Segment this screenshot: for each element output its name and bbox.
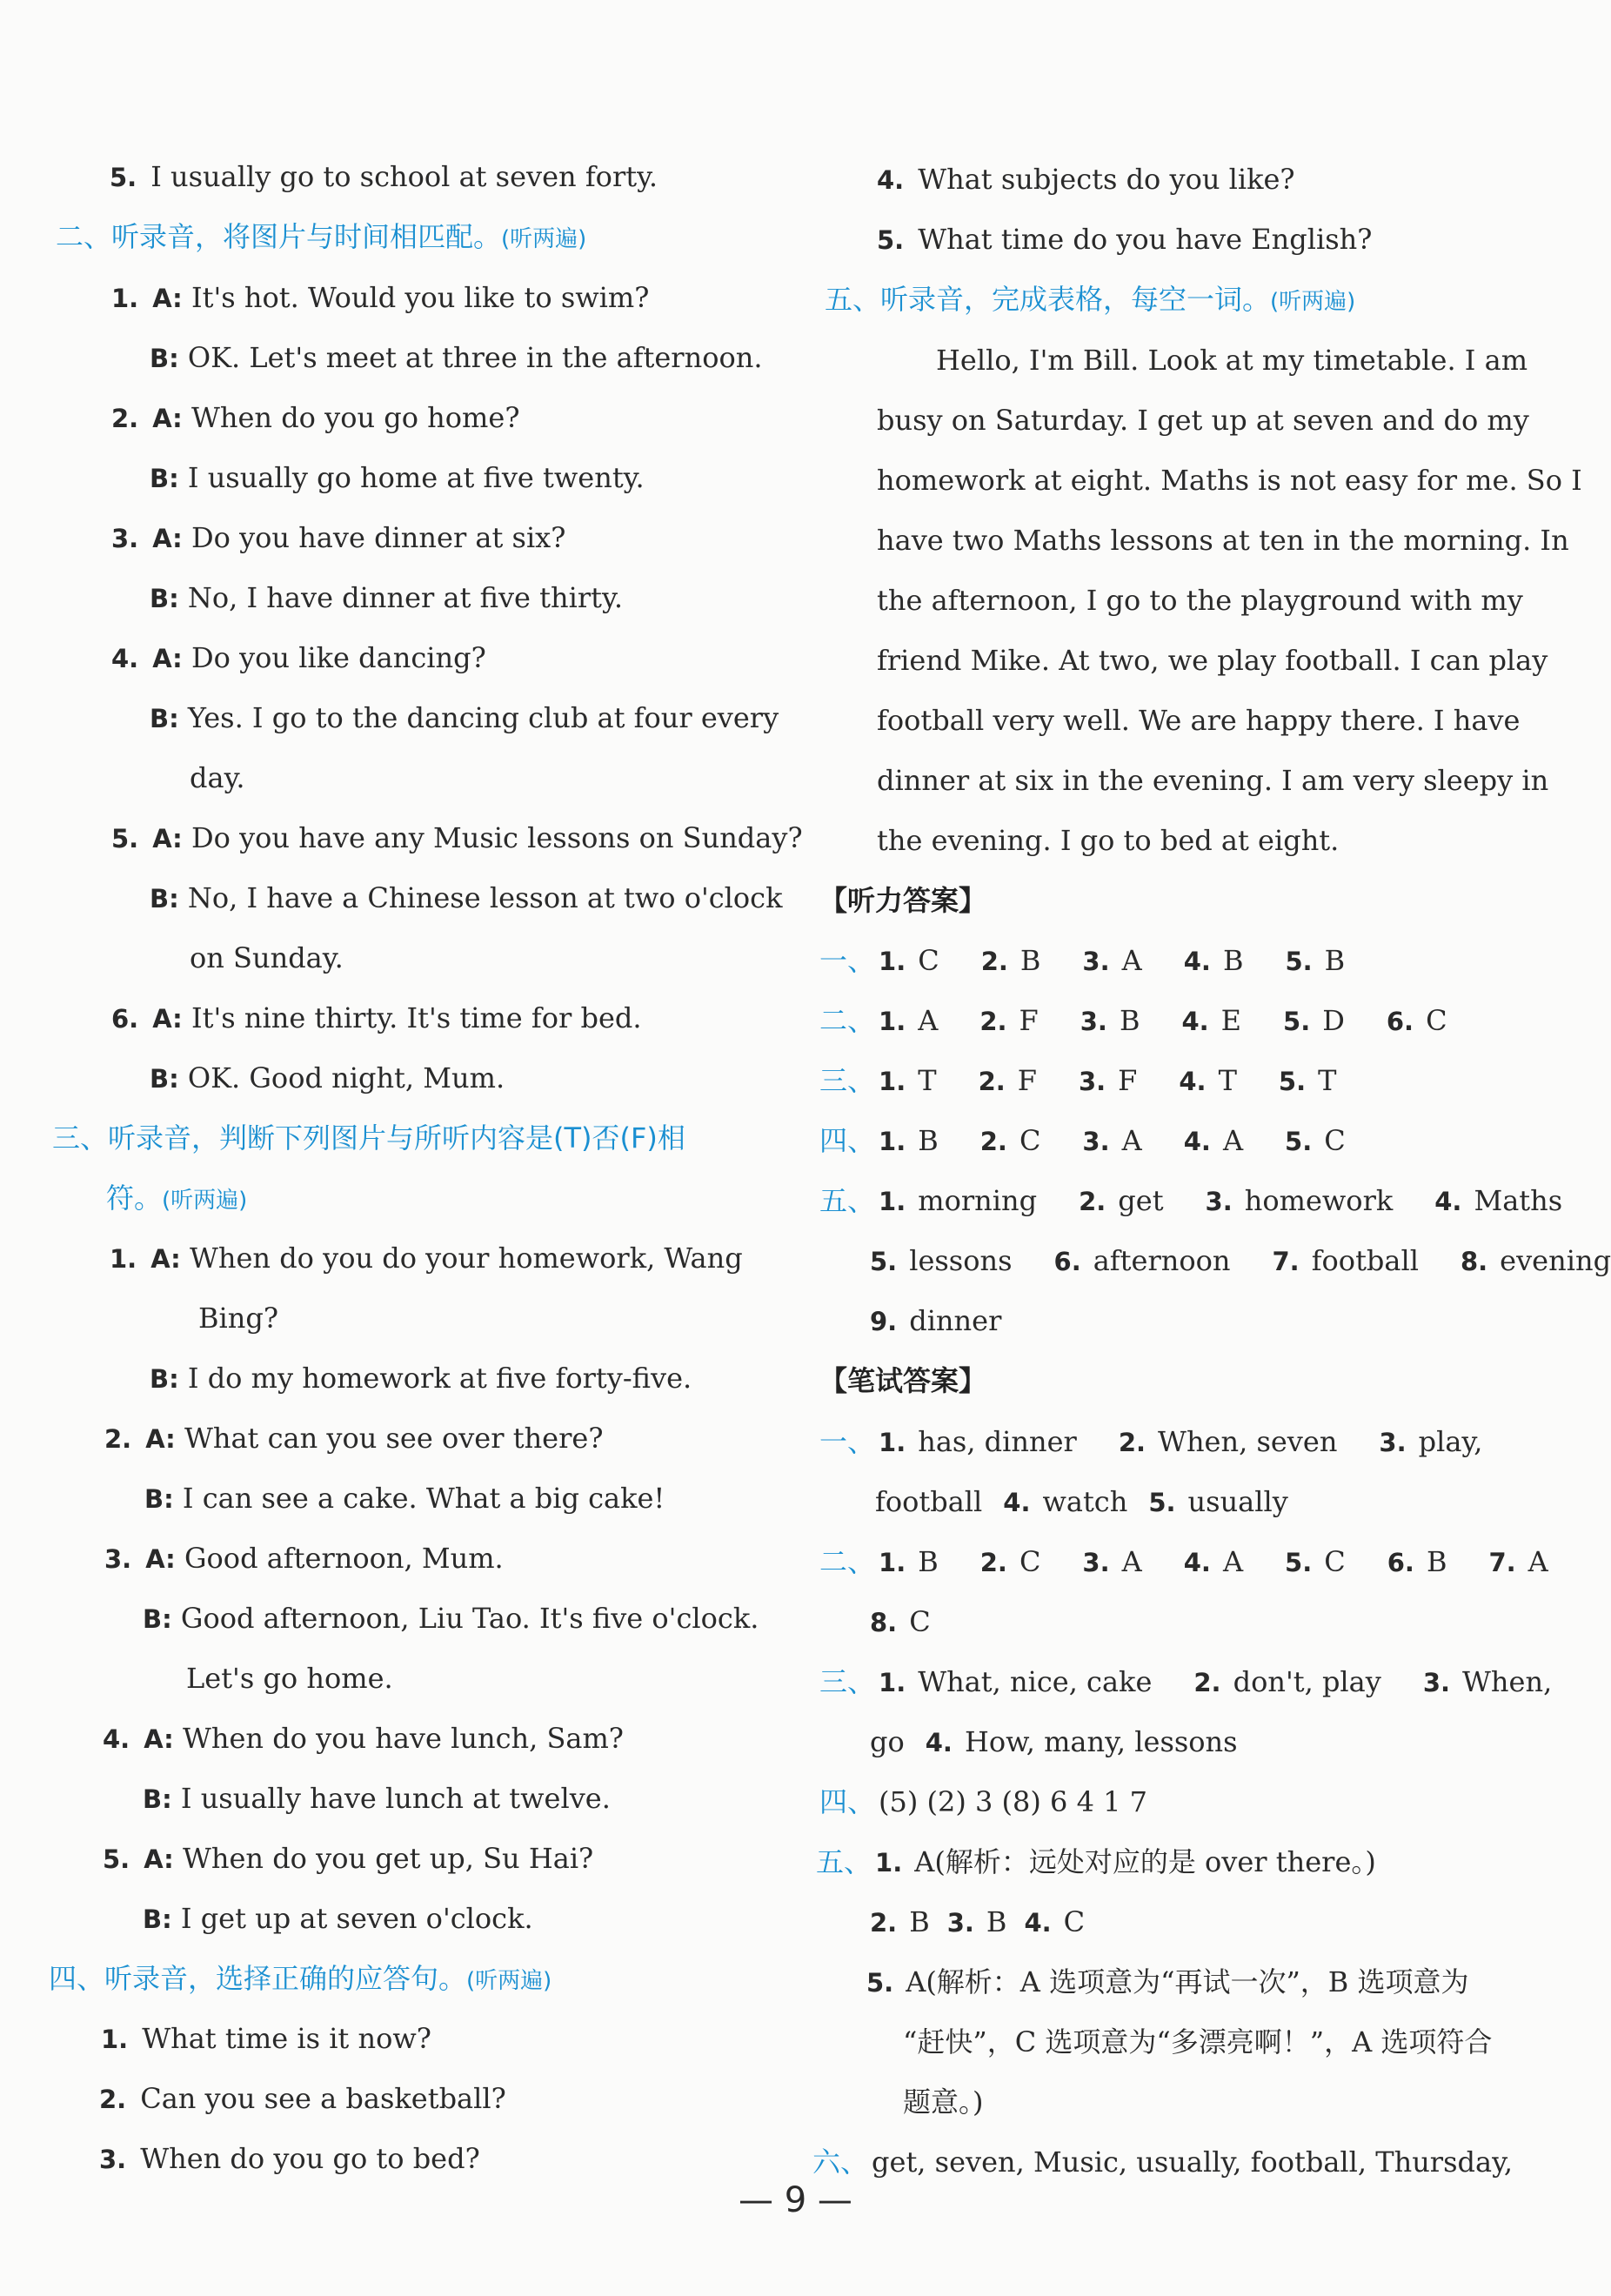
s3-q1-b: B: I do my homework at five forty-five.: [150, 1362, 692, 1395]
s2-q1-b: B: OK. Let's meet at three in the afternoon.: [150, 341, 763, 374]
s2-q4-a: 4. A: Do you like dancing?: [111, 641, 486, 674]
passage-line-6: friend Mike. At two, we play football. I can play: [877, 644, 1548, 677]
s4-q5: 5. What time do you have English?: [877, 223, 1373, 256]
lk-five-cont2: 9. dinner: [870, 1304, 1002, 1337]
s4-q3: 3. When do you go to bed?: [99, 2142, 480, 2175]
passage-line-8: dinner at six in the evening. I am very sleepy in: [877, 764, 1549, 797]
wk-six: 六、 get, seven, Music, usually, football, Thursday,: [812, 2145, 1514, 2179]
passage-line-5: the afternoon, I go to the playground with my: [877, 584, 1523, 617]
wk-four: 四、 (5) (2) 3 (8) 6 4 1 7: [819, 1785, 1147, 1818]
wk-two-cont: 8. C: [870, 1605, 931, 1638]
item-5: 5. I usually go to school at seven forty.: [110, 160, 658, 193]
passage-line-7: football very well. We are happy there. I have: [877, 704, 1521, 737]
s3-q3-b-cont: Let's go home.: [186, 1662, 393, 1695]
wk-one: 一、 1. has, dinner 2. When, seven 3. play,: [819, 1425, 1483, 1458]
s2-q4-b: B: Yes. I go to the dancing club at four every: [150, 701, 779, 734]
lk-five: 五、 1. morning 2. get 3. homework 4. Maths: [819, 1184, 1563, 1217]
wk-three: 三、 1. What, nice, cake 2. don't, play 3. When,: [819, 1665, 1553, 1698]
s3-q5-a: 5. A: When do you get up, Su Hai?: [103, 1842, 594, 1875]
s3-q1-a-cont: Bing?: [198, 1302, 278, 1335]
section-4-heading: 四、听录音，选择正确的应答句。(听两遍): [49, 1962, 552, 1995]
s2-q2-b: B: I usually go home at five twenty.: [150, 461, 645, 494]
section-3-heading: 三、听录音，判断下列图片与所听内容是(T)否(F)相: [52, 1121, 685, 1155]
wk-five-5: 5. A(解析：A 选项意为“再试一次”，B 选项意为: [866, 1965, 1469, 1998]
lk-five-cont: 5. lessons 6. afternoon 7. football 8. evening: [870, 1244, 1611, 1277]
s3-q5-b: B: I get up at seven o'clock.: [143, 1902, 533, 1935]
s3-q3-a: 3. A: Good afternoon, Mum.: [104, 1542, 504, 1575]
s2-q1-a: 1. A: It's hot. Would you like to swim?: [111, 281, 650, 314]
s3-q3-b: B: Good afternoon, Liu Tao. It's five o'clock.: [143, 1602, 759, 1635]
passage-line-2: busy on Saturday. I get up at seven and do my: [877, 404, 1529, 437]
passage-line-9: the evening. I go to bed at eight.: [877, 824, 1340, 857]
s3-q2-a: 2. A: What can you see over there?: [104, 1422, 604, 1455]
s2-q5-b-cont: on Sunday.: [190, 941, 344, 974]
wk-five-cont: 2. B 3. B 4. C: [870, 1905, 1086, 1938]
s2-q5-b: B: No, I have a Chinese lesson at two o'clock: [150, 881, 783, 914]
s2-q3-a: 3. A: Do you have dinner at six?: [111, 521, 566, 554]
s3-q1-a: 1. A: When do you do your homework, Wang: [110, 1242, 743, 1275]
s4-q1: 1. What time is it now?: [101, 2022, 431, 2055]
wk-five-5-cont: “赶快”，C 选项意为“多漂亮啊！”，A 选项符合: [903, 2025, 1493, 2058]
writing-key-title: 【笔试答案】: [819, 1364, 987, 1397]
s2-q6-a: 6. A: It's nine thirty. It's time for bed.: [111, 1001, 642, 1034]
s3-q4-a: 4. A: When do you have lunch, Sam?: [103, 1722, 624, 1755]
passage-line-4: have two Maths lessons at ten in the morning. In: [877, 524, 1569, 557]
s2-q4-b-cont: day.: [190, 761, 245, 794]
page-number: — 9 —: [739, 2180, 852, 2220]
s2-q6-b: B: OK. Good night, Mum.: [150, 1061, 505, 1094]
section-2-heading: 二、听录音，将图片与时间相匹配。(听两遍): [56, 220, 587, 253]
lk-two: 二、 1. A 2. F 3. B 4. E 5. D 6. C: [819, 1004, 1447, 1037]
wk-five-5-cont2: 题意。): [903, 2085, 984, 2119]
s2-q3-b: B: No, I have dinner at five thirty.: [150, 581, 624, 614]
section-5-heading: 五、听录音，完成表格，每空一词。(听两遍): [825, 283, 1356, 316]
wk-two: 二、 1. B 2. C 3. A 4. A 5. C 6. B 7. A: [819, 1545, 1548, 1578]
s3-q2-b: B: I can see a cake. What a big cake!: [144, 1482, 665, 1515]
s2-q5-a: 5. A: Do you have any Music lessons on Sunday?: [111, 821, 803, 854]
wk-one-cont: football 4. watch 5. usually: [875, 1485, 1288, 1518]
s2-q2-a: 2. A: When do you go home?: [111, 401, 520, 434]
passage-line-3: homework at eight. Maths is not easy for me. So I: [877, 464, 1582, 497]
listening-key-title: 【听力答案】: [819, 884, 987, 917]
s3-q4-b: B: I usually have lunch at twelve.: [143, 1782, 611, 1815]
lk-four: 四、 1. B 2. C 3. A 4. A 5. C: [819, 1124, 1346, 1157]
passage-line-1: Hello, I'm Bill. Look at my timetable. I am: [936, 344, 1528, 377]
wk-three-cont: go 4. How, many, lessons: [870, 1725, 1238, 1758]
lk-three: 三、 1. T 2. F 3. F 4. T 5. T: [819, 1064, 1337, 1097]
s4-q4: 4. What subjects do you like?: [877, 163, 1295, 196]
wk-five: 五、 1. A(解析：远处对应的是 over there。): [816, 1845, 1376, 1878]
lk-one: 一、 1. C 2. B 3. A 4. B 5. B: [819, 944, 1346, 977]
section-3-heading-cont: 符。(听两遍): [106, 1181, 248, 1215]
s4-q2: 2. Can you see a basketball?: [99, 2082, 506, 2115]
